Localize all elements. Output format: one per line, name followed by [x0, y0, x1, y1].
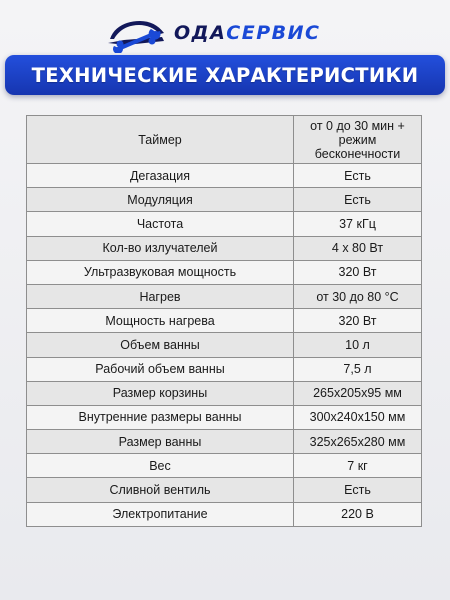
- spec-value: Есть: [294, 188, 422, 212]
- table-row: [27, 164, 422, 188]
- table-row: [27, 502, 422, 526]
- brand-name-part1: ОДА: [174, 22, 227, 44]
- spec-name: Объем ванны: [27, 333, 294, 357]
- specifications-table: [26, 115, 422, 527]
- spec-name: Дегазация: [27, 164, 294, 188]
- car-wrench-logo-icon: [104, 13, 168, 53]
- table-row: [27, 260, 422, 284]
- spec-value: 10 л: [294, 333, 422, 357]
- brand-name: [174, 22, 320, 44]
- spec-name: Рабочий объем ванны: [27, 357, 294, 381]
- table-row: [27, 381, 422, 405]
- spec-value: 320 Вт: [294, 260, 422, 284]
- spec-value: 37 кГц: [294, 212, 422, 236]
- table-row: [27, 405, 422, 429]
- spec-name: Кол-во излучателей: [27, 236, 294, 260]
- spec-name: Размер ванны: [27, 430, 294, 454]
- spec-name: Внутренние размеры ванны: [27, 405, 294, 429]
- spec-value: 320 Вт: [294, 309, 422, 333]
- table-row: [27, 188, 422, 212]
- table-row: [27, 116, 422, 164]
- spec-value: от 30 до 80 °С: [294, 284, 422, 308]
- spec-name: Нагрев: [27, 284, 294, 308]
- table-row: [27, 284, 422, 308]
- spec-name: Частота: [27, 212, 294, 236]
- brand-logo: [104, 12, 354, 54]
- table-row: [27, 454, 422, 478]
- table-row: [27, 309, 422, 333]
- spec-value: 220 В: [294, 502, 422, 526]
- table-row: [27, 212, 422, 236]
- table-row: [27, 478, 422, 502]
- spec-value: 7 кг: [294, 454, 422, 478]
- spec-name: Ультразвуковая мощность: [27, 260, 294, 284]
- table-row: [27, 236, 422, 260]
- page-title: ТЕХНИЧЕСКИЕ ХАРАКТЕРИСТИКИ: [31, 63, 419, 87]
- spec-value: 4 х 80 Вт: [294, 236, 422, 260]
- spec-value: Есть: [294, 478, 422, 502]
- spec-name: Электропитание: [27, 502, 294, 526]
- table-row: [27, 430, 422, 454]
- table-row: [27, 333, 422, 357]
- spec-value: 300х240х150 мм: [294, 405, 422, 429]
- spec-value: 325х265х280 мм: [294, 430, 422, 454]
- spec-value: от 0 до 30 мин + режим бесконечности: [294, 116, 422, 164]
- spec-name: Модуляция: [27, 188, 294, 212]
- spec-name: Мощность нагрева: [27, 309, 294, 333]
- spec-name: Вес: [27, 454, 294, 478]
- spec-value: Есть: [294, 164, 422, 188]
- title-banner: [5, 55, 445, 95]
- spec-value: 265х205х95 мм: [294, 381, 422, 405]
- spec-name: Сливной вентиль: [27, 478, 294, 502]
- spec-name: Размер корзины: [27, 381, 294, 405]
- brand-name-part2: СЕРВИС: [226, 22, 321, 44]
- spec-value: 7,5 л: [294, 357, 422, 381]
- spec-name: Таймер: [27, 116, 294, 164]
- table-row: [27, 357, 422, 381]
